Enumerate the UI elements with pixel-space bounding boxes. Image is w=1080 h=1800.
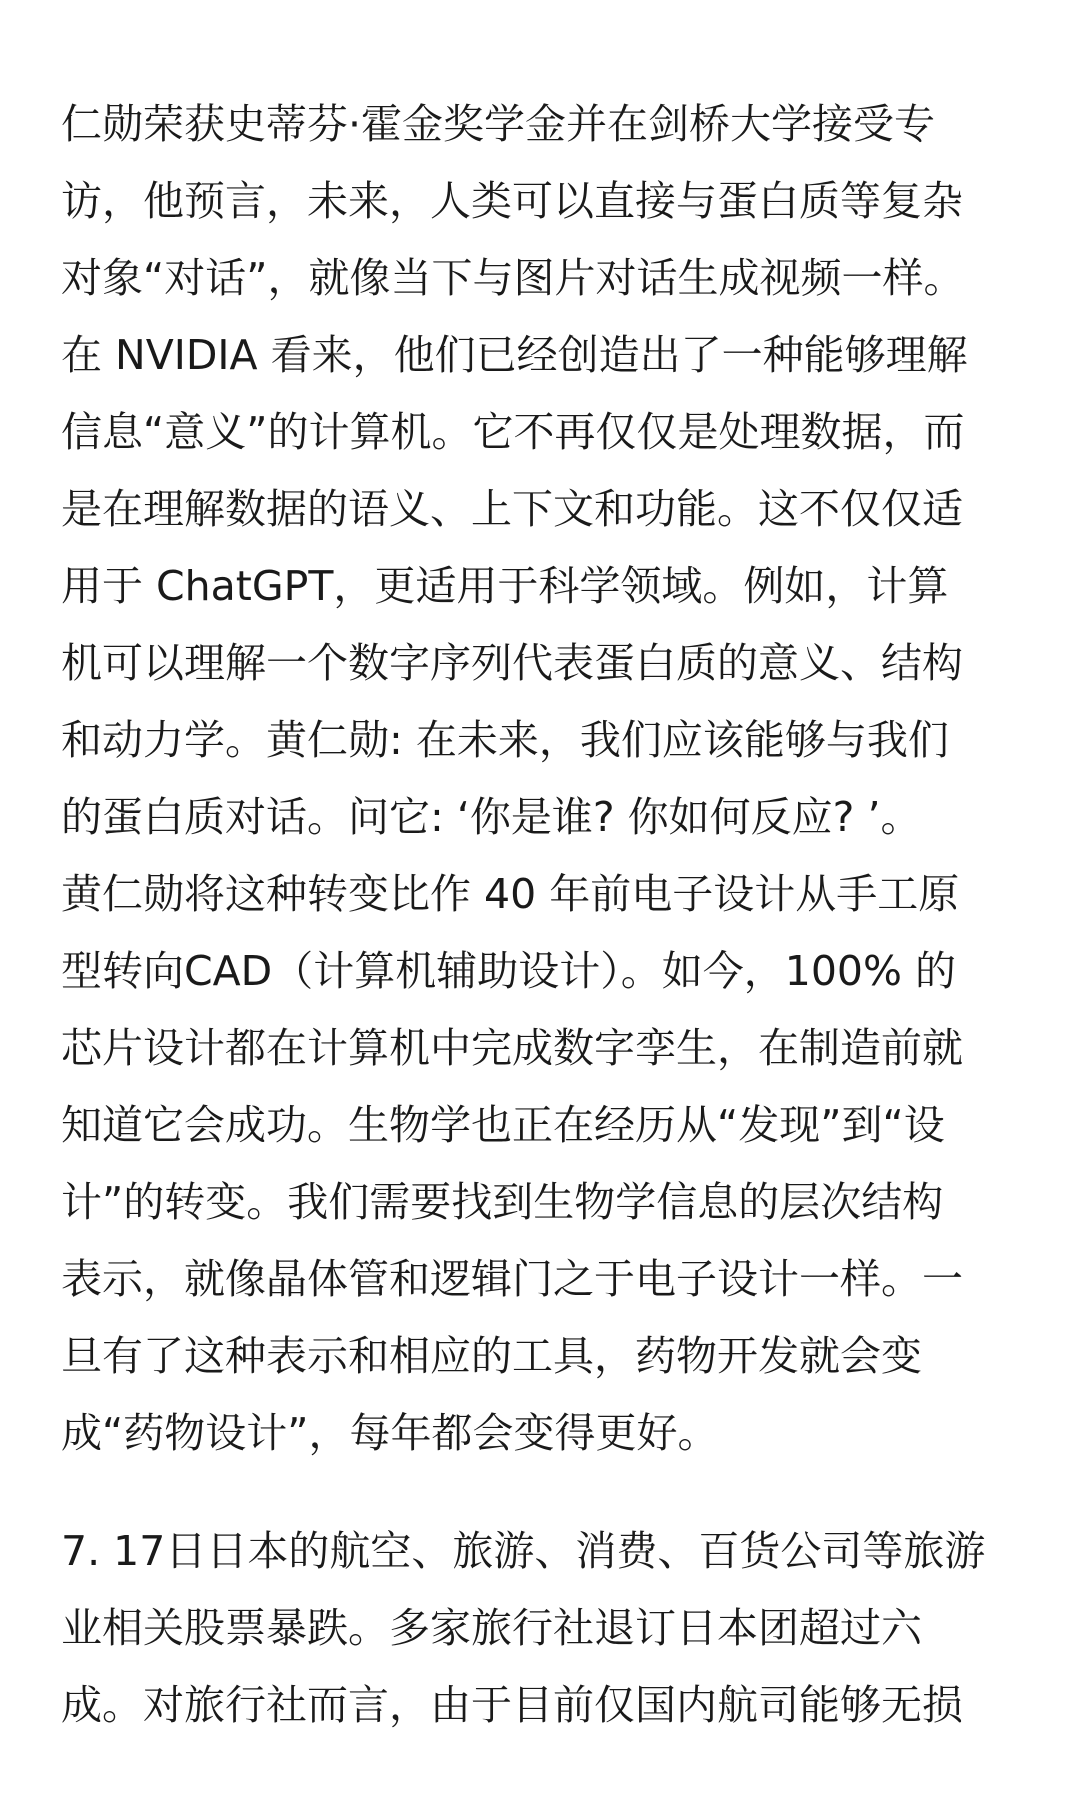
text-line: 表示，就像晶体管和逻辑门之于电子设计一样。一 [61, 1255, 963, 1303]
paragraph-2 [61, 1513, 1019, 1744]
text-line: 用于 ChatGPT，更适用于科学领域。例如，计算 [61, 562, 949, 610]
text-line: 业相关股票暴跌。多家旅行社退订日本团超过六 [61, 1604, 922, 1652]
text-line: 机可以理解一个数字序列代表蛋白质的意义、结构 [61, 639, 963, 687]
text-line: 知道它会成功。生物学也正在经历从“发现”到“设 [61, 1101, 945, 1149]
text-line: 芯片设计都在计算机中完成数字孪生，在制造前就 [61, 1024, 963, 1072]
article-body [61, 86, 1019, 1744]
text-line: 访，他预言，未来，人类可以直接与蛋白质等复杂 [61, 177, 963, 225]
text-line: 型转向CAD（计算机辅助设计）。如今，100% 的 [61, 947, 956, 995]
text-line: 信息“意义”的计算机。它不再仅仅是处理数据，而 [61, 408, 965, 456]
text-line: 旦有了这种表示和相应的工具，药物开发就会变 [61, 1332, 922, 1380]
text-line: 是在理解数据的语义、上下文和功能。这不仅仅适 [61, 485, 963, 533]
text-line: 在 NVIDIA 看来，他们已经创造出了一种能够理解 [61, 331, 968, 379]
text-line: 7. 17日日本的航空、旅游、消费、百货公司等旅游 [61, 1527, 986, 1575]
text-line: 计”的转变。我们需要找到生物学信息的层次结构 [61, 1178, 944, 1226]
text-line: 仁勋荣获史蒂芬·霍金奖学金并在剑桥大学接受专 [61, 100, 936, 148]
text-line: 成“药物设计”，每年都会变得更好。 [61, 1409, 719, 1457]
text-line: 成。对旅行社而言，由于目前仅国内航司能够无损 [61, 1681, 963, 1729]
text-line: 黄仁勋将这种转变比作 40 年前电子设计从手工原 [61, 870, 960, 918]
text-line: 对象“对话”，就像当下与图片对话生成视频一样。 [61, 254, 965, 302]
text-line: 和动力学。黄仁勋: 在未来，我们应该能够与我们 [61, 716, 949, 764]
text-line: 的蛋白质对话。问它: ‘你是谁? 你如何反应? ’。 [61, 793, 922, 841]
paragraph-1 [61, 86, 1019, 1472]
